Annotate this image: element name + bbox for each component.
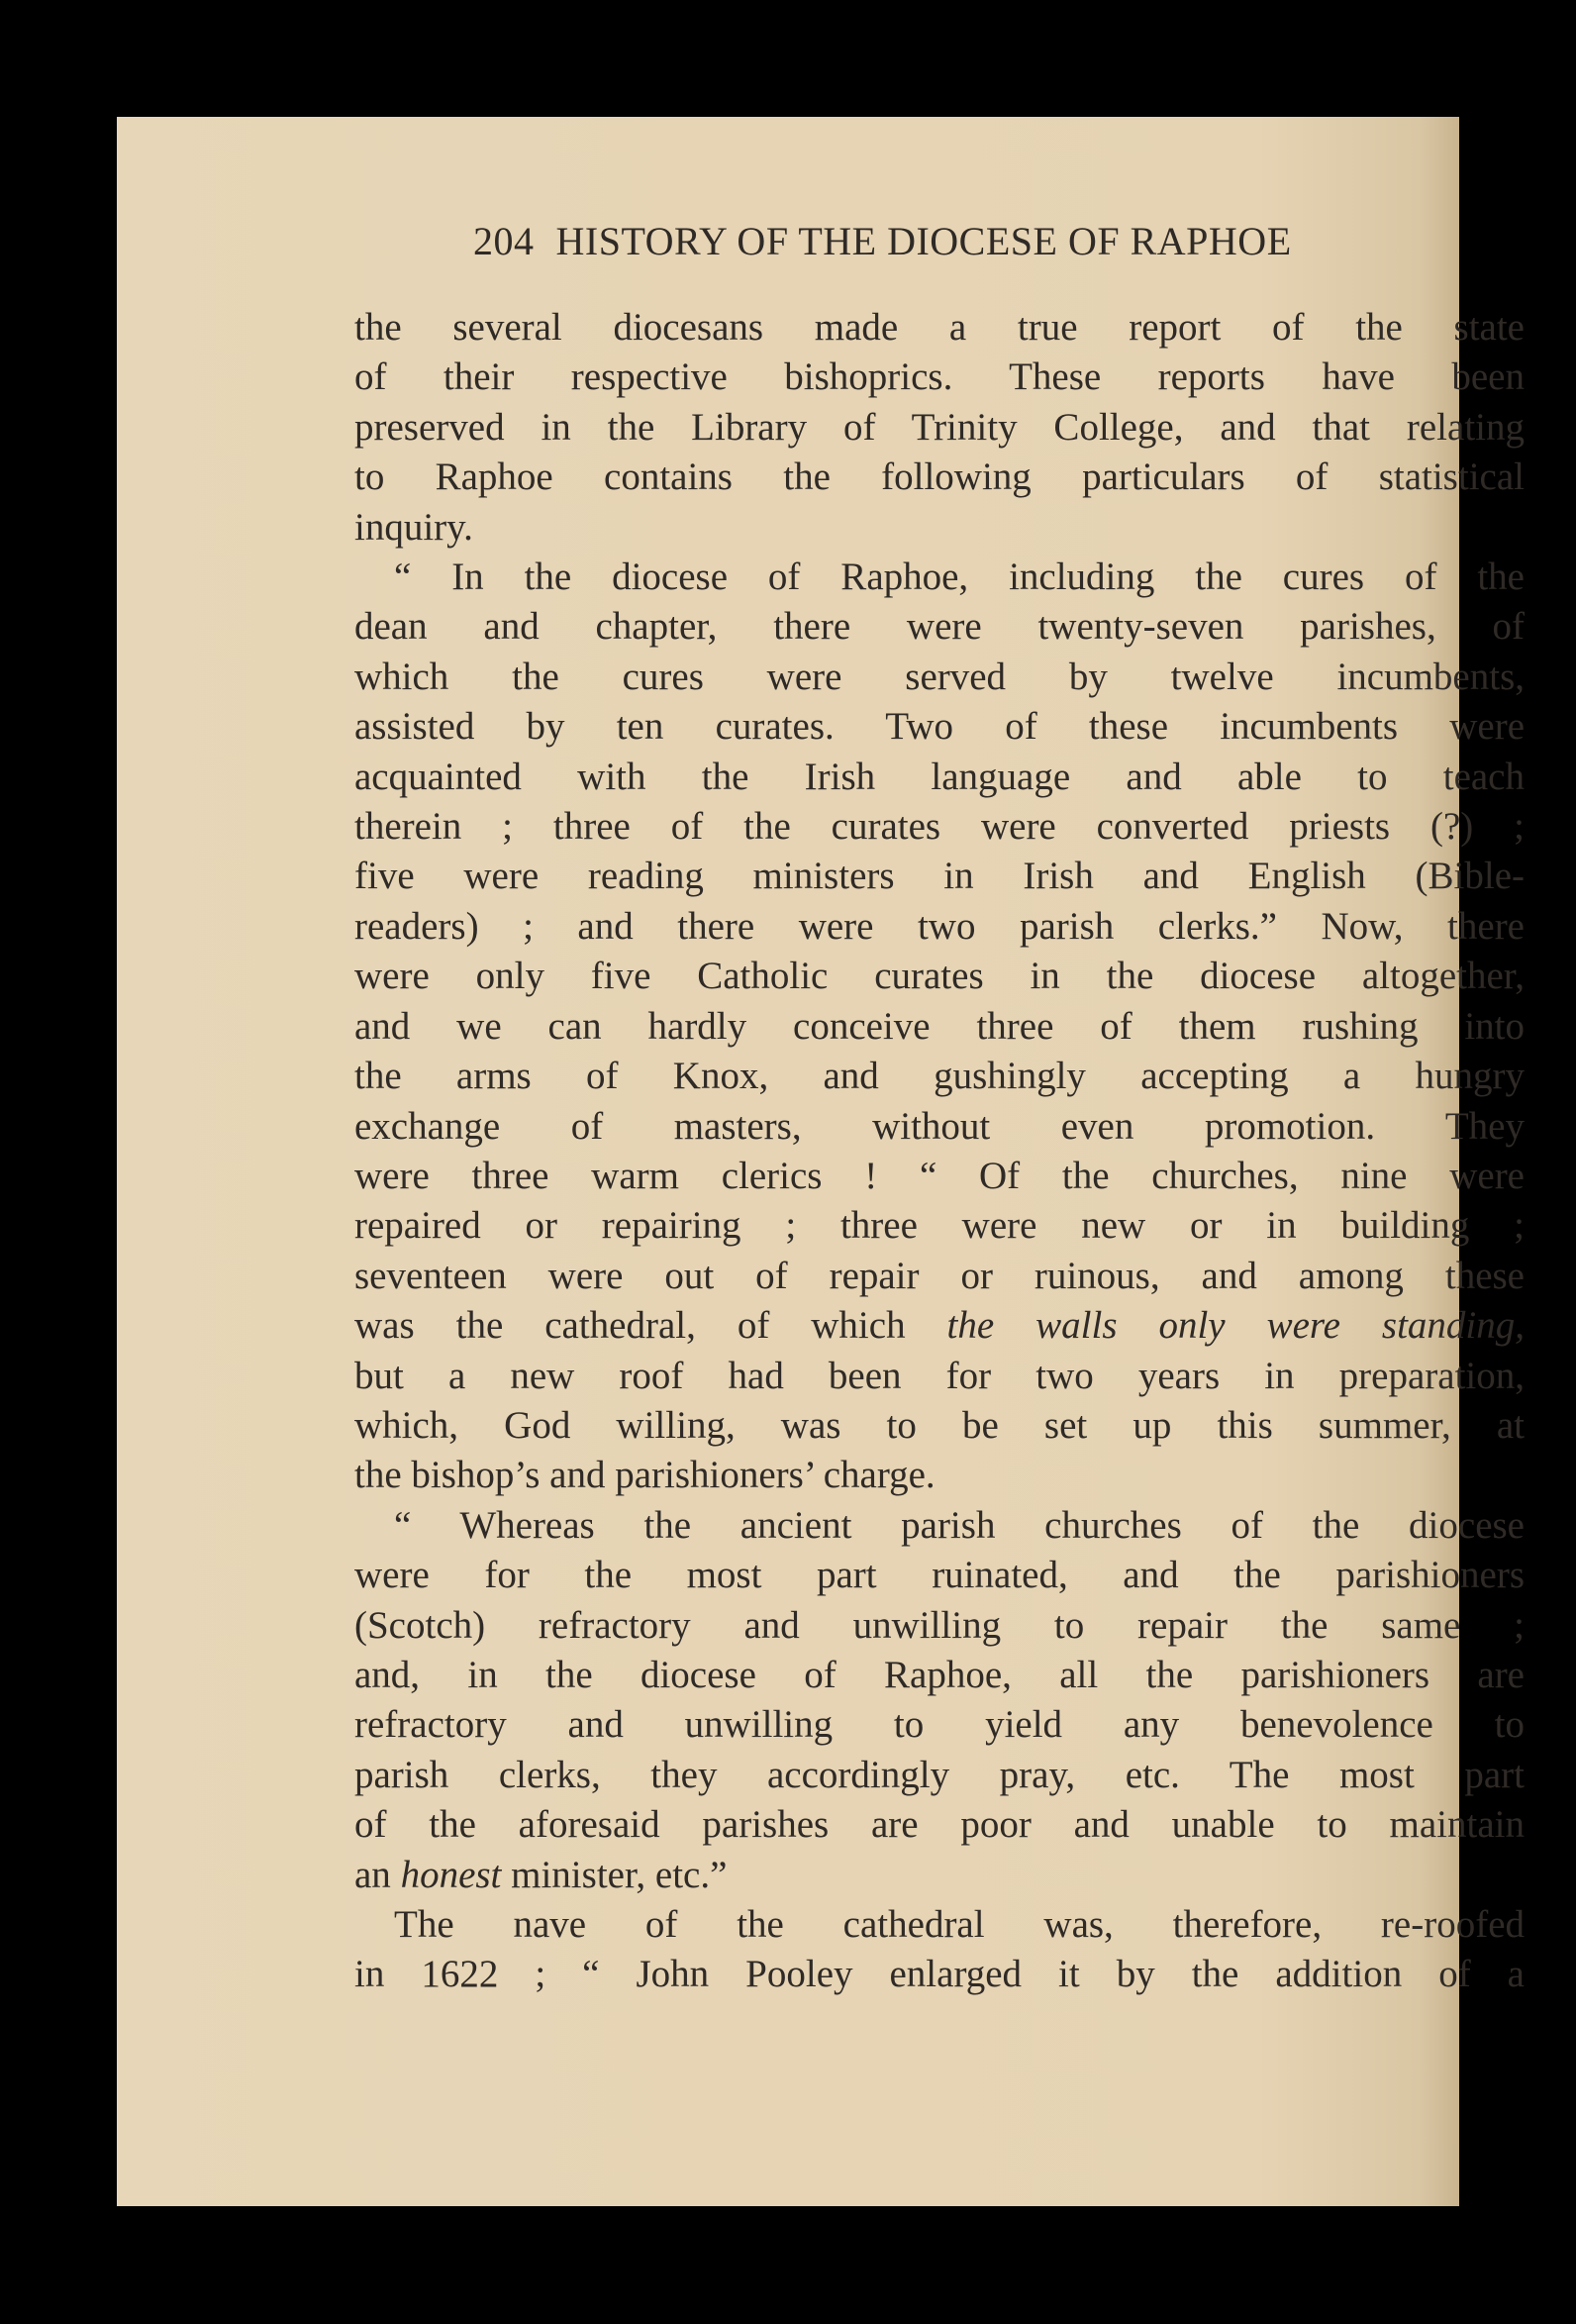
italic-phrase: the walls only were standing, (946, 1304, 1525, 1348)
text-line: and we can hardly conceive three of them rushing into (354, 1004, 1525, 1048)
text-line: but a new roof had been for two years in preparation, (354, 1354, 1525, 1397)
text-run: was the cathedral, of which (354, 1304, 947, 1348)
text-line: of the aforesaid parishes are poor and unable to maintain (354, 1803, 1525, 1847)
text-line: “ Whereas the ancient parish churches of the diocese (394, 1503, 1525, 1547)
text-line: “ In the diocese of Raphoe, including the cures of the (394, 556, 1525, 599)
text-line: inquiry. (354, 505, 473, 549)
text-line: which the cures were served by twelve incumbents, (354, 655, 1525, 698)
text-line (354, 1301, 1525, 1351)
paragraph (354, 1501, 1525, 1900)
text-line: acquainted with the Irish language and able to teach (354, 755, 1525, 798)
text-line: exchange of masters, without even promotion. They (354, 1104, 1525, 1148)
text-line: dean and chapter, there were twenty-seven parishes, of (354, 605, 1525, 649)
text-line: (Scotch) refractory and unwilling to repair the same ; (354, 1603, 1525, 1647)
text-line: refractory and unwilling to yield any benevolence to (354, 1703, 1525, 1747)
text-run: minister, etc.” (501, 1853, 728, 1896)
text-line: therein ; three of the curates were converted priests (?) ; (354, 805, 1525, 849)
text-line: were three warm clerics ! “ Of the churches, nine were (354, 1154, 1525, 1197)
text-line: parish clerks, they accordingly pray, etc. The most part (354, 1753, 1525, 1796)
text-line: The nave of the cathedral was, therefore, re-roofed (394, 1903, 1525, 1946)
text-line: to Raphoe contains the following particulars of statistical (354, 455, 1525, 499)
text-line: the arms of Knox, and gushingly accepting a hungry (354, 1055, 1525, 1098)
paragraph (354, 1900, 1525, 2000)
text-line: the several diocesans made a true report of the state (354, 306, 1525, 349)
text-line: in 1622 ; “ John Pooley enlarged it by the addition of a (354, 1953, 1525, 1996)
text-line: were for the most part ruinated, and the parishioners (354, 1554, 1525, 1597)
text-line: the bishop’s and parishioners’ charge. (354, 1454, 936, 1497)
text-line: repaired or repairing ; three were new or in building ; (354, 1204, 1525, 1248)
text-line: assisted by ten curates. Two of these incumbents were (354, 705, 1525, 749)
text-line: which, God willing, was to be set up this summer, at (354, 1403, 1525, 1447)
paragraph (354, 553, 1525, 1501)
running-header (473, 218, 1478, 277)
paragraph (354, 303, 1525, 553)
running-title: HISTORY OF THE DIOCESE OF RAPHOE (555, 219, 1292, 263)
italic-word: honest (400, 1853, 502, 1896)
text-line: of their respective bishoprics. These reports have been (354, 355, 1525, 399)
text-line: preserved in the Library of Trinity College, and that relating (354, 405, 1525, 449)
book-page (117, 117, 1525, 2206)
text-line: five were reading ministers in Irish and English (Bible- (354, 855, 1525, 898)
text-line: and, in the diocese of Raphoe, all the parishioners are (354, 1653, 1525, 1696)
text-run: an (354, 1853, 401, 1896)
body-text (354, 303, 1525, 2000)
text-line (354, 1851, 1525, 1900)
page-number: 204 (473, 219, 535, 263)
text-line: seventeen were out of repair or ruinous, and among these (354, 1254, 1525, 1297)
text-line: readers) ; and there were two parish clerks.” Now, there (354, 904, 1525, 948)
text-line: were only five Catholic curates in the diocese altogether, (354, 955, 1525, 998)
